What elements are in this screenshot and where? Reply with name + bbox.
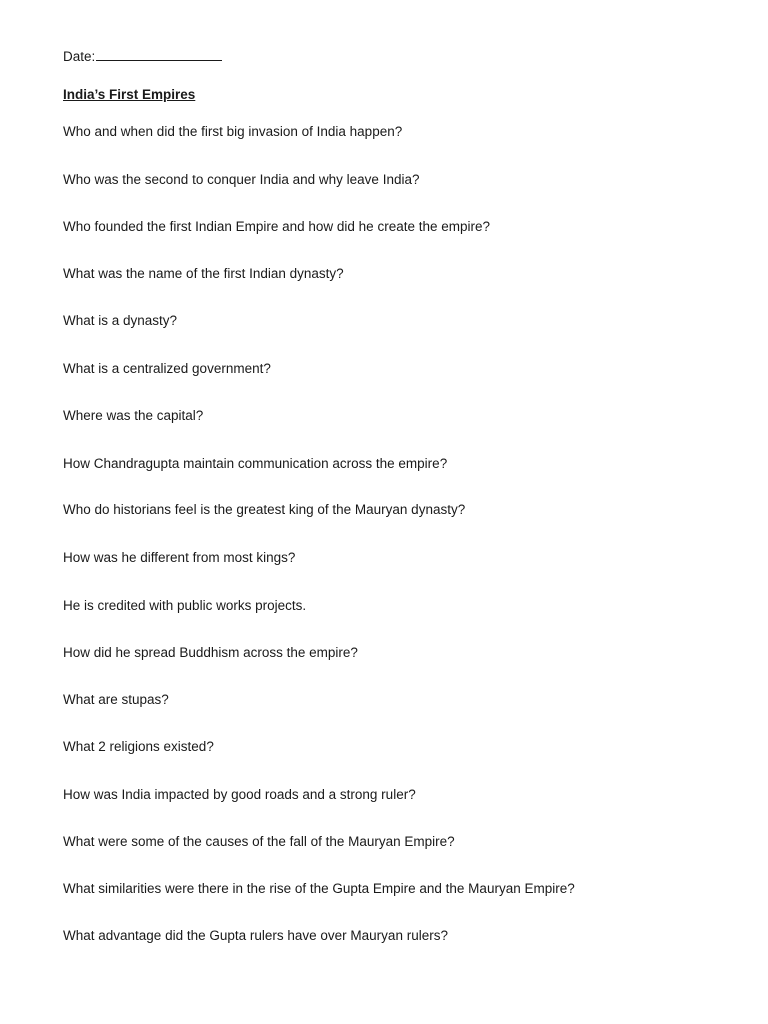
question-8: How Chandragupta maintain communication across the empire? bbox=[63, 456, 448, 471]
date-label: Date: bbox=[63, 49, 96, 64]
question-18: What advantage did the Gupta rulers have over Mauryan rulers? bbox=[63, 928, 448, 943]
question-10: How was he different from most kings? bbox=[63, 550, 296, 565]
question-5: What is a dynasty? bbox=[63, 313, 178, 328]
question-7: Where was the capital? bbox=[63, 408, 204, 423]
date-blank-line bbox=[96, 48, 222, 61]
question-17: What similarities were there in the rise of the Gupta Empire and the Mauryan Empire? bbox=[63, 881, 575, 896]
question-3: Who founded the first Indian Empire and how did he create the empire? bbox=[63, 219, 491, 234]
question-9: Who do historians feel is the greatest king of the Mauryan dynasty? bbox=[63, 502, 466, 517]
question-16: What were some of the causes of the fall of the Mauryan Empire? bbox=[63, 834, 455, 849]
question-13: What are stupas? bbox=[63, 692, 169, 707]
question-6: What is a centralized government? bbox=[63, 361, 271, 376]
question-15: How was India impacted by good roads and a strong ruler? bbox=[63, 787, 416, 802]
worksheet-title: India’s First Empires bbox=[63, 87, 196, 102]
question-4: What was the name of the first Indian dynasty? bbox=[63, 266, 344, 281]
question-1: Who and when did the first big invasion of India happen? bbox=[63, 124, 403, 139]
question-12: How did he spread Buddhism across the empire? bbox=[63, 645, 358, 660]
question-2: Who was the second to conquer India and why leave India? bbox=[63, 172, 420, 187]
question-11: He is credited with public works projects. bbox=[63, 598, 307, 613]
question-14: What 2 religions existed? bbox=[63, 739, 214, 754]
date-row bbox=[63, 48, 222, 66]
